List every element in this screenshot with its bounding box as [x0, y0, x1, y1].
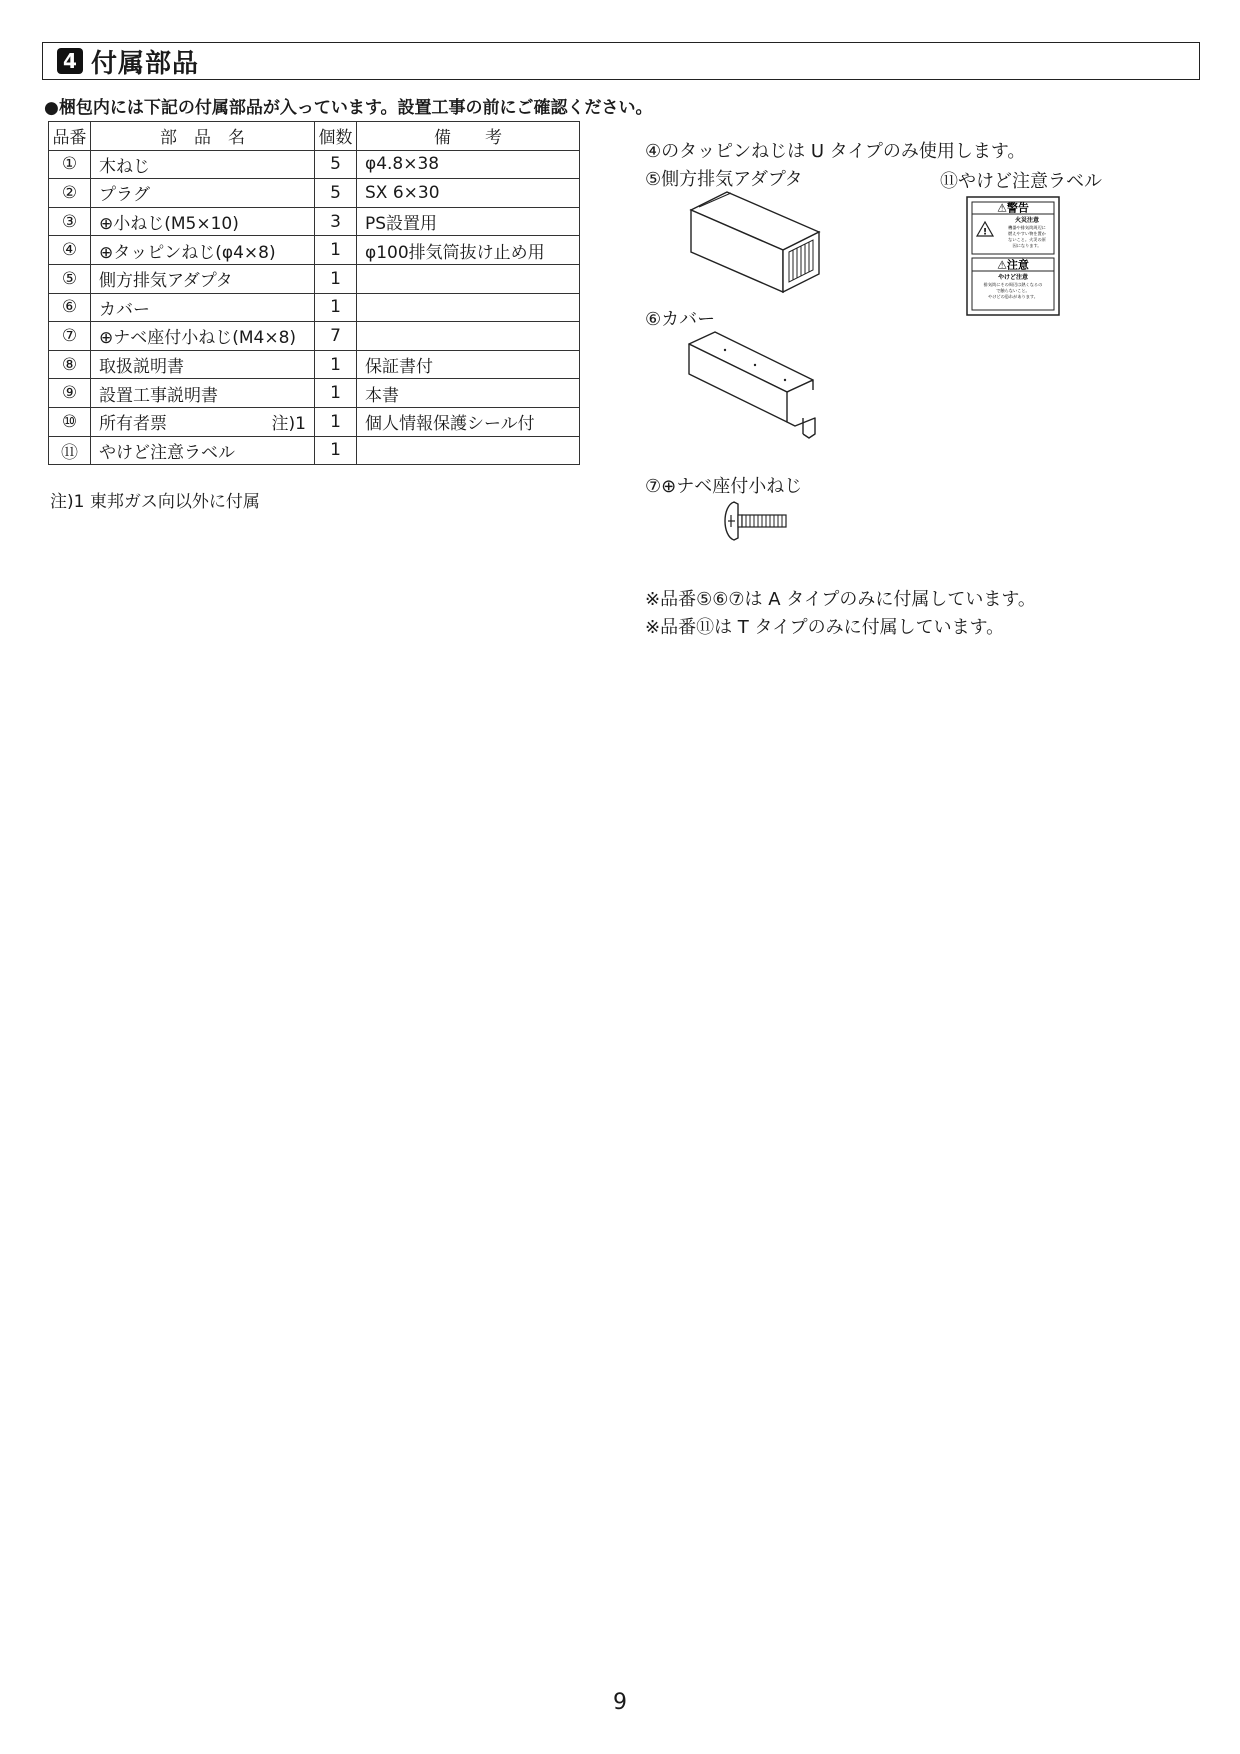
table-row — [49, 436, 580, 465]
burn-label-caption: ⑪やけど注意ラベル — [940, 171, 1102, 192]
cell-no: ① — [49, 150, 91, 179]
cell-no: ④ — [49, 236, 91, 265]
cell-qty: 3 — [315, 207, 357, 236]
cell-name — [91, 264, 315, 293]
label-caution-line: 排気筒にその周辺は熱くなるの — [983, 282, 1043, 287]
burn-caution-label-illustration — [966, 196, 1060, 316]
table-row — [49, 207, 580, 236]
cell-qty: 1 — [315, 293, 357, 322]
cell-name — [91, 207, 315, 236]
cell-no: ③ — [49, 207, 91, 236]
label-warning-line: 燃えやすい物を置か — [1008, 231, 1046, 236]
parts-table — [48, 121, 580, 465]
page-number: 9 — [613, 1690, 627, 1715]
part-name: 所有者票 — [99, 414, 167, 435]
part-ref: 注)1 — [271, 414, 306, 435]
label-warning-line: 因になります。 — [1012, 243, 1042, 248]
cell-note: 個人情報保護シール付 — [357, 407, 580, 436]
part-name: ⊕小ねじ(M5×10) — [99, 214, 239, 235]
pan-head-screw-illustration — [720, 498, 790, 546]
label-warning-line: 機器や排気筒周辺に — [1008, 225, 1046, 230]
label-warning-line: ないこと。火災の原 — [1008, 237, 1046, 242]
cell-no: ⑤ — [49, 264, 91, 293]
label-caution-title: ⚠注意 — [997, 258, 1029, 272]
header-no: 品番 — [49, 122, 91, 151]
side-exhaust-adapter-illustration — [685, 188, 825, 298]
table-row — [49, 293, 580, 322]
cell-qty: 1 — [315, 264, 357, 293]
cell-no: ⑧ — [49, 350, 91, 379]
cell-name — [91, 322, 315, 351]
cell-name — [91, 179, 315, 208]
cell-qty: 1 — [315, 407, 357, 436]
table-row — [49, 322, 580, 351]
a-type-note: ※品番⑤⑥⑦は A タイプのみに付属しています。 — [645, 589, 1036, 610]
table-row — [49, 350, 580, 379]
cell-qty: 1 — [315, 436, 357, 465]
header-qty: 個数 — [315, 122, 357, 151]
cell-no: ⑩ — [49, 407, 91, 436]
part-name: 木ねじ — [99, 156, 150, 177]
part-name: 設置工事説明書 — [99, 385, 218, 406]
cell-note — [357, 293, 580, 322]
tapping-screw-note: ④のタッピンねじは U タイプのみ使用します。 — [645, 141, 1026, 162]
cell-note: φ100排気筒抜け止め用 — [357, 236, 580, 265]
cell-name — [91, 236, 315, 265]
cell-qty: 7 — [315, 322, 357, 351]
part-name: ⊕タッピンねじ(φ4×8) — [99, 242, 276, 263]
cell-note: SX 6×30 — [357, 179, 580, 208]
cell-no: ⑥ — [49, 293, 91, 322]
cell-qty: 1 — [315, 236, 357, 265]
table-header-row — [49, 122, 580, 151]
header-name: 部 品 名 — [91, 122, 315, 151]
label-warning-sub: 火災注意 — [1014, 217, 1040, 224]
cell-name — [91, 150, 315, 179]
cell-note — [357, 436, 580, 465]
cover-illustration — [685, 330, 835, 445]
cell-qty: 5 — [315, 150, 357, 179]
cell-name — [91, 350, 315, 379]
part-name: カバー — [99, 299, 150, 320]
table-row — [49, 407, 580, 436]
cell-name — [91, 407, 315, 436]
intro-text: ●梱包内には下記の付属部品が入っています。設置工事の前にご確認ください。 — [44, 98, 653, 118]
cell-name — [91, 293, 315, 322]
cell-no: ⑪ — [49, 436, 91, 465]
cell-note: 保証書付 — [357, 350, 580, 379]
section-number: 4 — [57, 48, 83, 74]
part-name: 取扱説明書 — [99, 357, 184, 378]
cell-qty: 1 — [315, 379, 357, 408]
cell-no: ⑦ — [49, 322, 91, 351]
cell-note: 本書 — [357, 379, 580, 408]
section-header — [42, 42, 1200, 80]
cell-name — [91, 379, 315, 408]
label-caution-sub: やけど注意 — [997, 274, 1029, 281]
cell-no: ② — [49, 179, 91, 208]
screw-label: ⑦⊕ナベ座付小ねじ — [645, 476, 803, 497]
table-row — [49, 379, 580, 408]
cell-note: φ4.8×38 — [357, 150, 580, 179]
label-caution-line: で触らないこと。 — [996, 288, 1030, 293]
cover-label: ⑥カバー — [645, 309, 716, 330]
part-name: ⊕ナベ座付小ねじ(M4×8) — [99, 328, 297, 349]
cell-note — [357, 264, 580, 293]
cell-note — [357, 322, 580, 351]
cell-note: PS設置用 — [357, 207, 580, 236]
table-footnote: 注)1 東邦ガス向以外に付属 — [50, 492, 260, 512]
cell-qty: 5 — [315, 179, 357, 208]
label-caution-line: やけどの恐れがあります。 — [988, 294, 1038, 299]
adapter-label: ⑤側方排気アダプタ — [645, 169, 803, 190]
table-row — [49, 150, 580, 179]
svg-text:!: ! — [982, 227, 988, 238]
table-row — [49, 236, 580, 265]
cell-name — [91, 436, 315, 465]
table-row — [49, 264, 580, 293]
part-name: やけど注意ラベル — [99, 442, 235, 463]
section-title: 付属部品 — [91, 48, 200, 79]
part-name: プラグ — [99, 185, 150, 206]
cell-qty: 1 — [315, 350, 357, 379]
label-warning-title: ⚠警告 — [997, 201, 1029, 215]
table-row — [49, 179, 580, 208]
header-note: 備 考 — [357, 122, 580, 151]
part-name: 側方排気アダプタ — [99, 271, 233, 292]
cell-no: ⑨ — [49, 379, 91, 408]
t-type-note: ※品番⑪は T タイプのみに付属しています。 — [645, 617, 1005, 638]
